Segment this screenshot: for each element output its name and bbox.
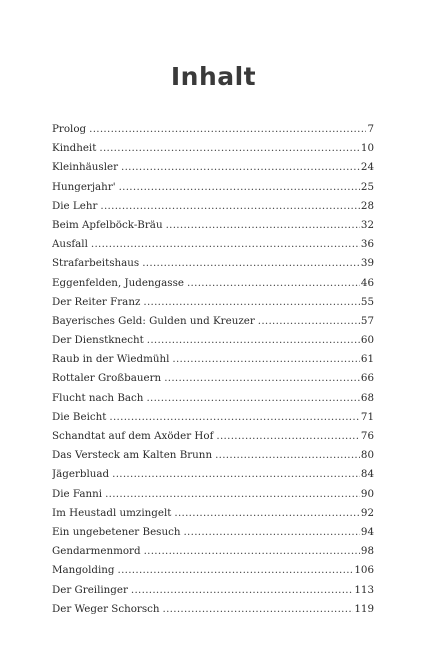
toc-entry-page-number: 39 bbox=[360, 257, 374, 270]
toc-dot-leader bbox=[100, 197, 359, 216]
toc-entry bbox=[52, 254, 374, 273]
toc-dot-leader bbox=[144, 542, 360, 561]
toc-dot-leader bbox=[119, 178, 360, 197]
toc-entry-page-number: 60 bbox=[360, 334, 374, 347]
toc-entry bbox=[52, 600, 374, 619]
toc-dot-leader bbox=[216, 427, 359, 446]
toc-dot-leader bbox=[89, 120, 366, 139]
toc-entry-title: Gendarmenmord bbox=[52, 545, 141, 558]
toc-entry bbox=[52, 408, 374, 427]
toc-entry bbox=[52, 465, 374, 484]
toc-entry bbox=[52, 158, 374, 177]
toc-dot-leader bbox=[105, 485, 360, 504]
toc-entry-page-number: 94 bbox=[360, 525, 374, 538]
toc-entry-page-number: 71 bbox=[360, 410, 374, 423]
toc-dot-leader bbox=[99, 139, 360, 158]
toc-entry bbox=[52, 197, 374, 216]
toc-dot-leader bbox=[258, 312, 360, 331]
toc-entry bbox=[52, 331, 374, 350]
toc-dot-leader bbox=[174, 504, 360, 523]
toc-dot-leader bbox=[164, 369, 360, 388]
toc-dot-leader bbox=[121, 158, 360, 177]
toc-entry-page-number: 80 bbox=[360, 449, 374, 462]
toc-entry-title: Strafarbeitshaus bbox=[52, 257, 140, 270]
toc-entry-title: Die Beicht bbox=[52, 410, 107, 423]
toc-entry-title: Der Greilinger bbox=[52, 583, 128, 596]
toc-entry-page-number: 76 bbox=[360, 430, 374, 442]
toc-entry-page-number: 32 bbox=[360, 218, 374, 231]
toc-entry bbox=[52, 350, 374, 369]
toc-entry-page-number: 92 bbox=[360, 506, 374, 519]
toc-entry-page-number: 55 bbox=[360, 295, 374, 308]
toc-entry bbox=[52, 581, 374, 600]
toc-entry-title: Raub in der Wiedmühl bbox=[52, 353, 170, 366]
toc-entry-page-number: 84 bbox=[360, 468, 374, 481]
toc-dot-leader bbox=[146, 389, 359, 408]
toc-entry-page-number: 28 bbox=[360, 199, 374, 212]
toc-entry-page-number: 25 bbox=[360, 180, 374, 193]
toc-dot-leader bbox=[187, 274, 360, 293]
toc-entry-title: Prolog bbox=[52, 123, 87, 135]
toc-entry-title: Flucht nach Bach bbox=[52, 391, 144, 404]
toc-entry bbox=[52, 369, 374, 388]
toc-entry-page-number: 106 bbox=[354, 564, 374, 577]
toc-entry-page-number: 98 bbox=[360, 545, 374, 558]
toc-entry bbox=[52, 312, 374, 331]
toc-entry bbox=[52, 120, 374, 139]
toc-dot-leader bbox=[112, 465, 360, 484]
toc-entry-title: Der Reiter Franz bbox=[52, 295, 141, 308]
toc-entry-title: Der Weger Schorsch bbox=[52, 602, 160, 615]
toc-entry bbox=[52, 446, 374, 465]
toc-entry bbox=[52, 216, 374, 235]
toc-dot-leader bbox=[118, 561, 354, 580]
toc-dot-leader bbox=[142, 254, 360, 273]
toc-entry bbox=[52, 542, 374, 561]
toc-entry-title: Beim Apfelböck-Bräu bbox=[52, 218, 163, 231]
toc-entry-page-number: 119 bbox=[354, 602, 374, 615]
toc-dot-leader bbox=[166, 216, 360, 235]
toc-dot-leader bbox=[143, 293, 360, 312]
toc-entry bbox=[52, 523, 374, 542]
toc-entry-page-number: 113 bbox=[354, 583, 374, 596]
toc-dot-leader bbox=[131, 581, 353, 600]
toc-dot-leader bbox=[215, 446, 360, 465]
toc-entry-title: Eggenfelden, Judengasse bbox=[52, 276, 184, 289]
toc-entry bbox=[52, 274, 374, 293]
toc-entry-title: Der Dienstknecht bbox=[52, 334, 144, 347]
toc-entry-title: Kleinhäusler bbox=[52, 161, 118, 174]
toc-entry-title: Im Heustadl umzingelt bbox=[52, 506, 172, 519]
toc-entry-page-number: 68 bbox=[360, 391, 374, 404]
toc-entry bbox=[52, 139, 374, 158]
toc-entry bbox=[52, 504, 374, 523]
toc-entry-page-number: 66 bbox=[360, 372, 374, 385]
toc-entry-title: Ausfall bbox=[52, 238, 88, 251]
toc-entry-title: Bayerisches Geld: Gulden und Kreuzer bbox=[52, 314, 255, 327]
toc-entry bbox=[52, 235, 374, 254]
toc-entry-title: Mangolding bbox=[52, 564, 115, 577]
toc-dot-leader bbox=[172, 350, 359, 369]
toc-dot-leader bbox=[183, 523, 359, 542]
toc-entry-page-number: 57 bbox=[360, 314, 374, 327]
toc-entry-page-number: 61 bbox=[360, 353, 374, 366]
toc-entry-title: Das Versteck am Kalten Brunn bbox=[52, 449, 213, 462]
toc-entry-title: Rottaler Großbauern bbox=[52, 372, 162, 385]
toc-entry-page-number: 90 bbox=[360, 487, 374, 500]
toc-dot-leader bbox=[147, 331, 360, 350]
toc-entry bbox=[52, 561, 374, 580]
toc-entry-page-number: 36 bbox=[360, 238, 374, 251]
toc-entry-title: Ein ungebetener Besuch bbox=[52, 525, 181, 538]
toc-entry-page-number: 10 bbox=[360, 142, 374, 155]
toc-entry-title: Die Lehr bbox=[52, 199, 98, 212]
toc-dot-leader bbox=[163, 600, 354, 619]
toc-entry bbox=[52, 427, 374, 446]
table-of-contents bbox=[52, 120, 374, 619]
toc-entry bbox=[52, 178, 374, 197]
toc-dot-leader bbox=[109, 408, 359, 427]
toc-entry-page-number: 46 bbox=[360, 276, 374, 289]
toc-entry-page-number: 24 bbox=[360, 161, 374, 174]
toc-entry-title: Schandtat auf dem Axöder Hof bbox=[52, 430, 214, 442]
toc-entry-title: Die Fanni bbox=[52, 487, 103, 500]
toc-entry bbox=[52, 293, 374, 312]
toc-entry bbox=[52, 485, 374, 504]
toc-entry bbox=[52, 389, 374, 408]
toc-dot-leader bbox=[91, 235, 360, 254]
toc-entry-title: Kindheit bbox=[52, 142, 97, 155]
toc-entry-title: Hungerjahr' bbox=[52, 180, 116, 193]
toc-entry-page-number: 7 bbox=[367, 123, 374, 135]
page-title: Inhalt bbox=[170, 62, 257, 91]
toc-entry-title: Jägerbluad bbox=[52, 468, 110, 481]
